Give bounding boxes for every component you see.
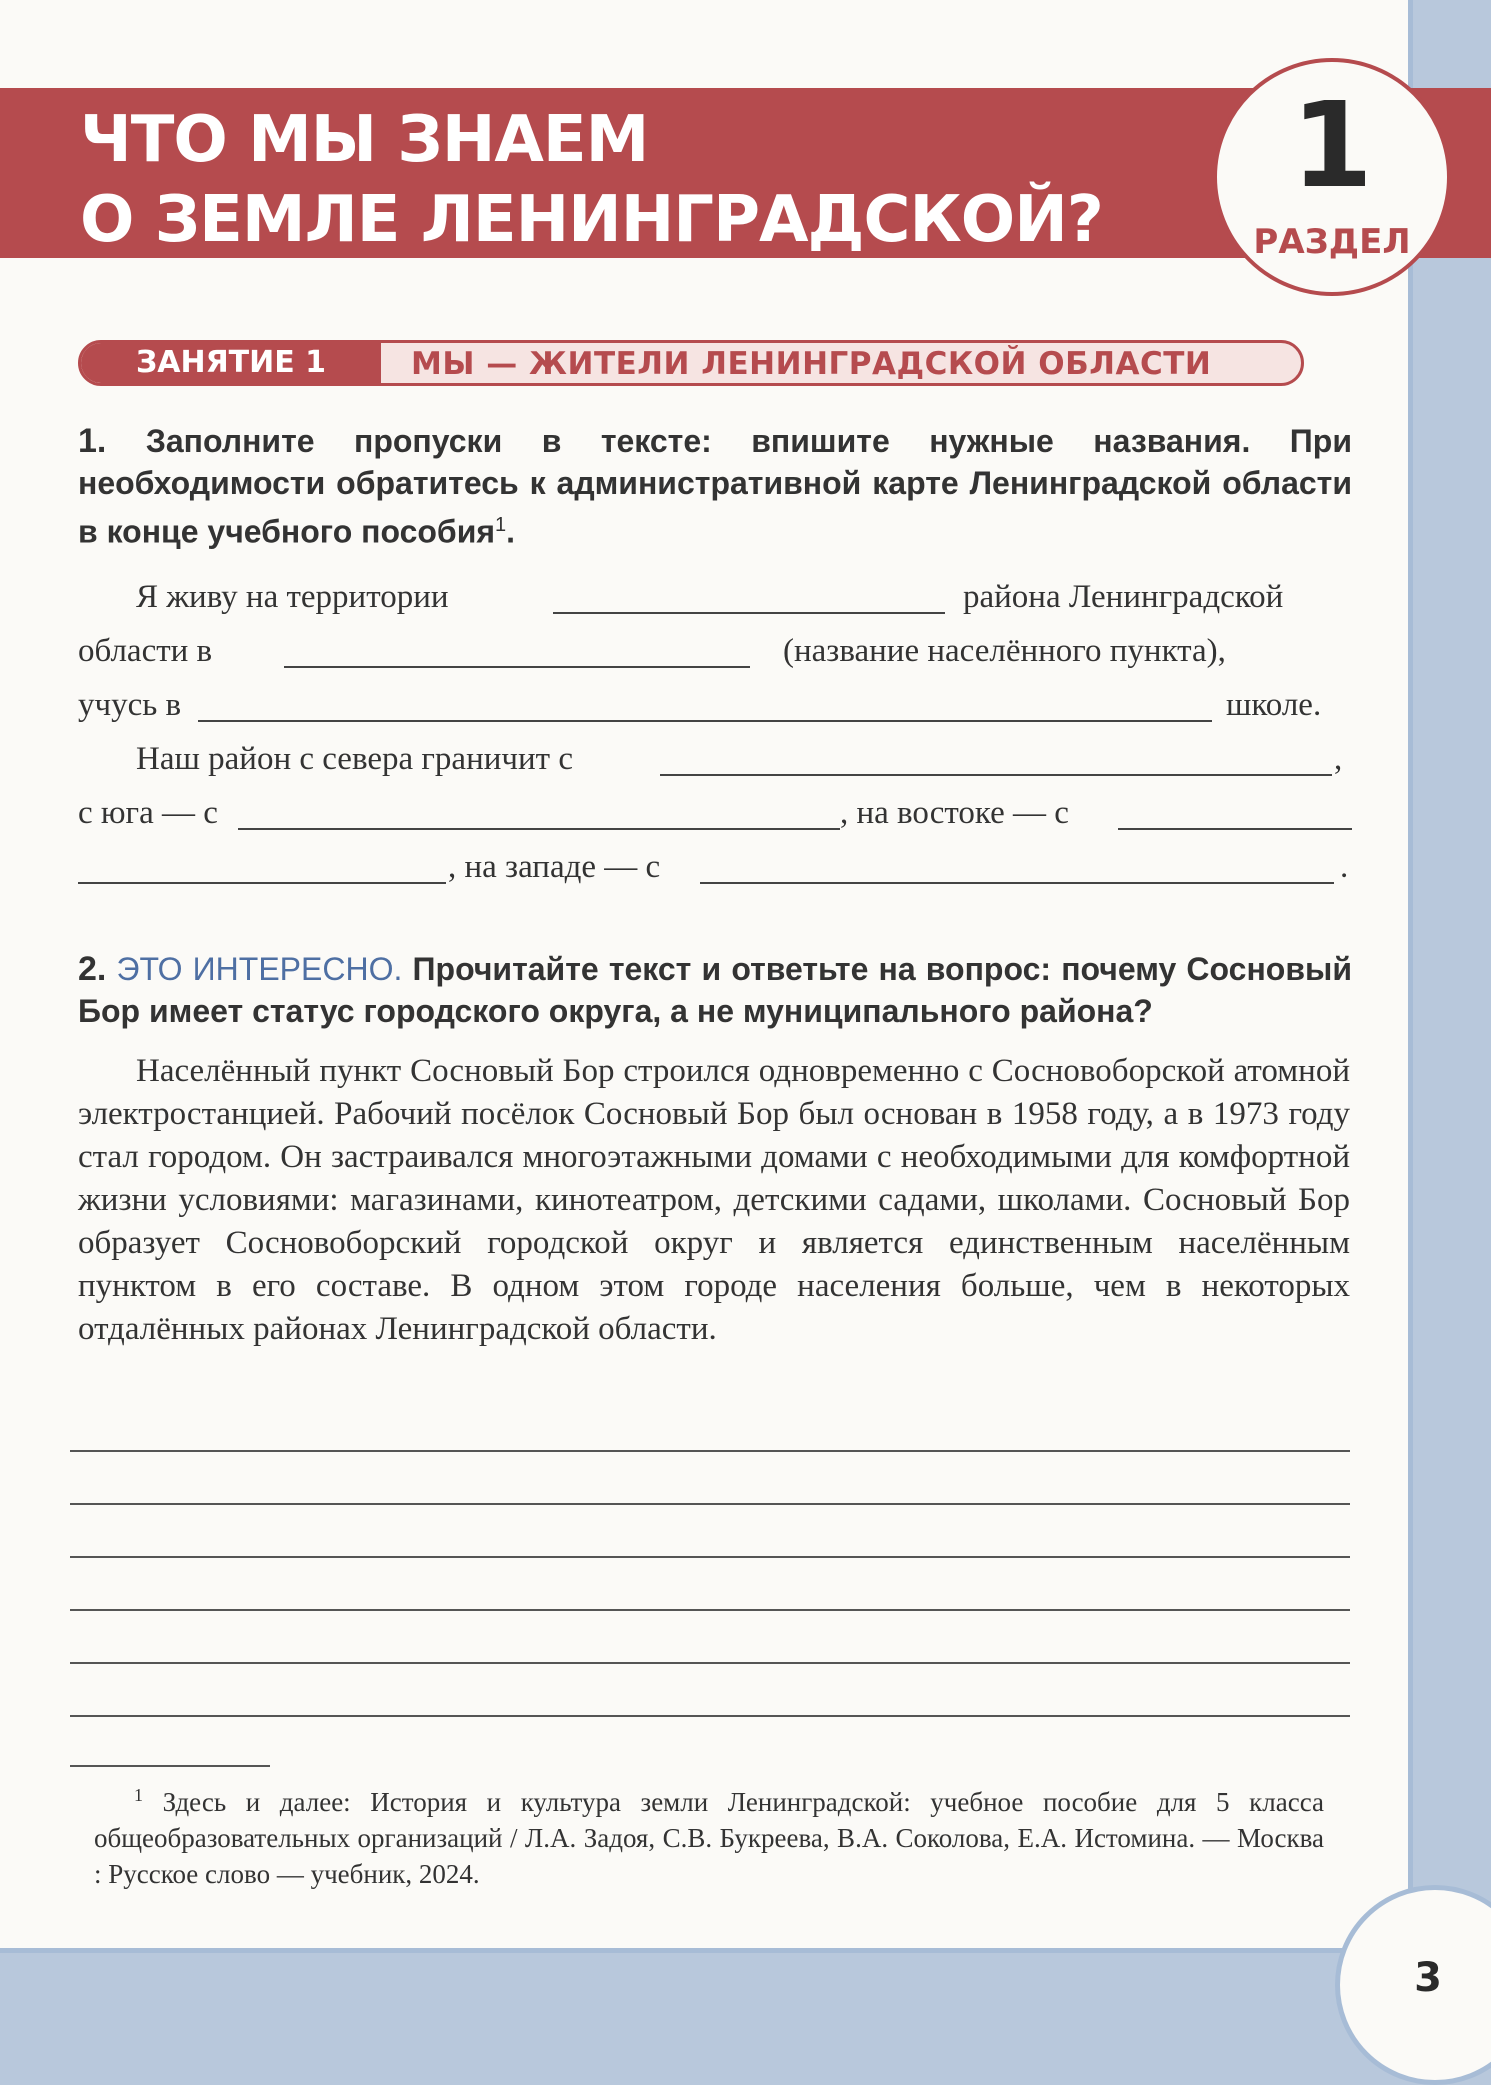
blank-south[interactable]	[238, 828, 840, 830]
fill-text: (название населённого пункта),	[783, 633, 1226, 669]
section-label: РАЗДЕЛ	[1253, 222, 1411, 262]
fill-text: , на западе — с	[448, 849, 661, 885]
blank-district[interactable]	[553, 612, 945, 614]
fill-text: Я живу на территории	[136, 579, 449, 615]
task-2-question: Прочитайте текст и ответьте на вопрос: почему Сосновый Бор имеет статус городского округа, а не муниципального района?	[78, 951, 1353, 1029]
lesson-label: ЗАНЯТИЕ 1	[81, 343, 381, 383]
task-1-number: 1.	[78, 422, 107, 460]
section-number: 1	[1290, 76, 1374, 214]
answer-line[interactable]	[70, 1609, 1350, 1611]
task-2-number: 2.	[78, 950, 107, 988]
fill-text: области в	[78, 633, 213, 669]
footnote-text: Здесь и далее: История и культура земли Ленинградской: учебное пособие для 5 класса общеобразовательных организаций / Л.А. Задоя, С.В. Букреева, В.А. Соколова, Е.А. Истомина. — Москва : Русское слово — учебник, 2024.	[94, 1787, 1324, 1889]
fill-text: школе.	[1226, 687, 1322, 723]
fill-in-text	[78, 570, 1352, 900]
fill-text: , на востоке — с	[840, 795, 1069, 831]
blank-north[interactable]	[660, 774, 1332, 776]
answer-line[interactable]	[70, 1715, 1350, 1717]
page-number: 3	[1414, 1955, 1442, 2001]
footnote	[94, 1777, 1324, 1892]
lesson-bar	[78, 340, 1304, 386]
blank-settlement[interactable]	[284, 666, 750, 668]
task-1-end: .	[506, 513, 516, 550]
answer-line[interactable]	[70, 1556, 1350, 1558]
task-2-instruction	[78, 948, 1352, 1032]
blank-school[interactable]	[198, 720, 1212, 722]
reading-text: Населённый пункт Сосновый Бор строился одновременно с Сосновоборской атомной электростанцией. Рабочий посёлок Сосновый Бор был основан в 1958 году, а в 1973 году стал городом. Он застраивался многоэтажными домами с необходимыми для комфортной жизни условиями: магазинами, кинотеатром, детскими садами, школами. Сосновый Бор образует Сосновоборский городской округ и является единственным населённым пунктом в его составе. В одном этом городе населения больше, чем в некоторых отдалённых районах Ленинградской области.	[78, 1053, 1350, 1347]
fill-text: учусь в	[78, 687, 182, 723]
fill-text: .	[1340, 849, 1349, 885]
lesson-title: МЫ — ЖИТЕЛИ ЛЕНИНГРАДСКОЙ ОБЛАСТИ	[411, 346, 1212, 382]
fill-text: района Ленинградской	[963, 579, 1284, 615]
task-1-text: Заполните пропуски в тексте: впишите нужные названия. При необходимости обратитесь к административной карте Ленинградской области в конце учебного пособия	[78, 423, 1353, 550]
chapter-title-line-2: О ЗЕМЛЕ ЛЕНИНГРАДСКОЙ?	[80, 183, 1103, 257]
blank-east[interactable]	[1118, 828, 1352, 830]
footnote-mark: 1	[134, 1785, 143, 1805]
blank-west[interactable]	[700, 882, 1334, 884]
footnote-rule	[70, 1765, 270, 1767]
chapter-title	[80, 100, 1180, 260]
fill-text: Наш район с севера граничит с	[136, 741, 573, 777]
answer-line[interactable]	[70, 1503, 1350, 1505]
interesting-label: ЭТО ИНТЕРЕСНО.	[116, 951, 403, 987]
blank-east-continued[interactable]	[78, 882, 446, 884]
task-1-instruction	[78, 420, 1352, 553]
fill-text: ,	[1334, 741, 1343, 777]
answer-line[interactable]	[70, 1450, 1350, 1452]
footnote-ref: 1	[495, 514, 507, 536]
answer-line[interactable]	[70, 1662, 1350, 1664]
chapter-title-line-1: ЧТО МЫ ЗНАЕМ	[80, 103, 649, 177]
fill-text: с юга — с	[78, 795, 218, 831]
section-badge	[1213, 58, 1451, 296]
